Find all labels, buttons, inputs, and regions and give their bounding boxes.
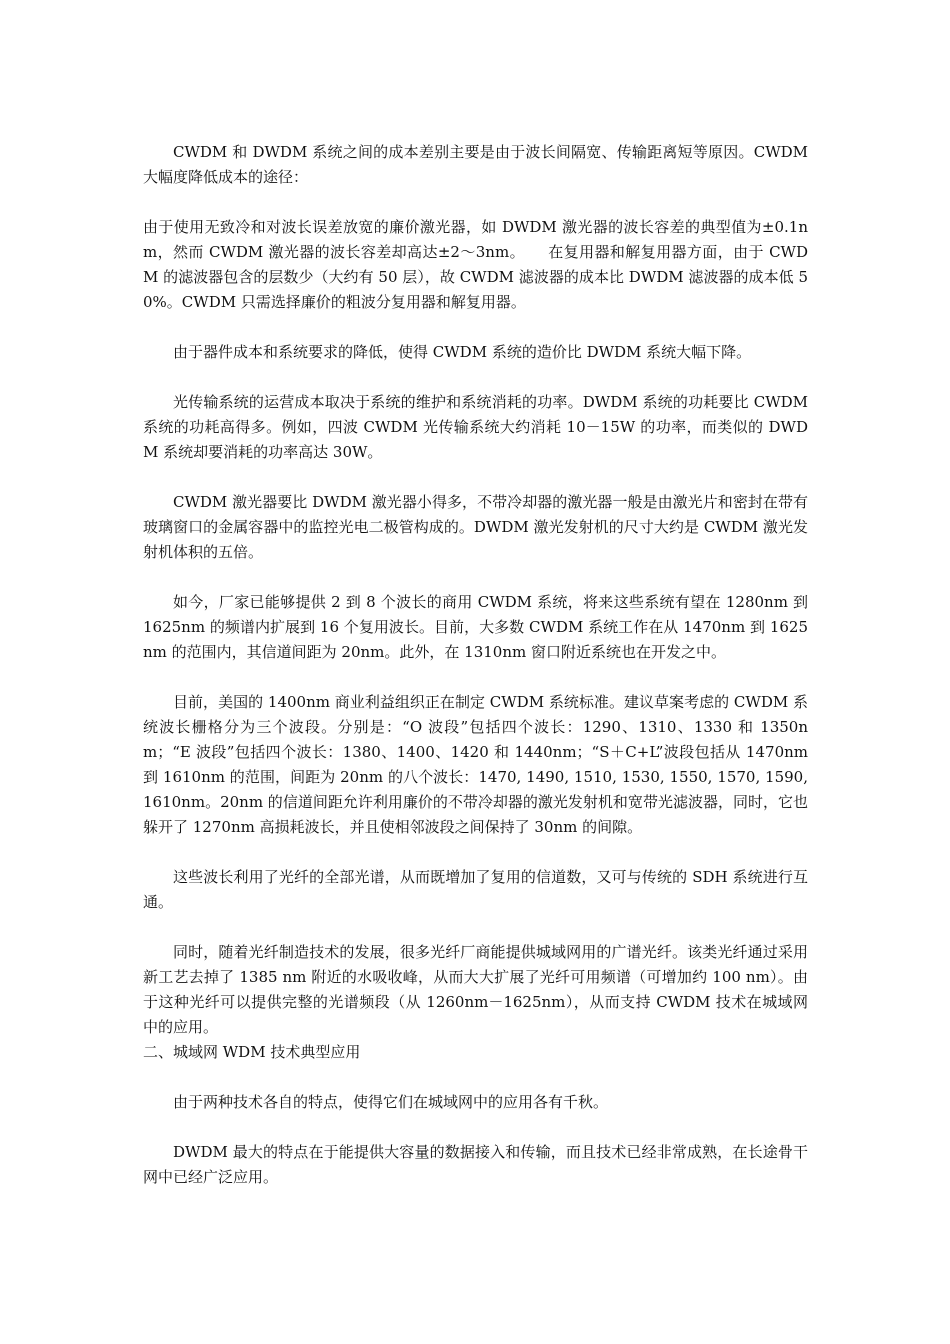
paragraph-laser-size: CWDM 激光器要比 DWDM 激光器小得多，不带冷却器的激光器一般是由激光片和密封在带有玻璃窗口的金属容器中的监控光电二极管构成的。DWDM 激光发射机的尺寸大约是 CWDM 激光发射机体积的五倍。: [143, 493, 808, 561]
paragraph-commercial-systems: 如今，厂家已能够提供 2 到 8 个波长的商用 CWDM 系统，将来这些系统有望在 1280nm 到 1625nm 的频谱内扩展到 16 个复用波长。目前，大多数 CWDM 系统工作在从 1470nm 到 1625nm 的范围内，其信道间距为 20nm。此外，在 1310nm 窗口附近系统也在开发之中。: [143, 593, 808, 661]
paragraph-applications: 由于两种技术各自的特点，使得它们在城域网中的应用各有千秋。: [173, 1093, 609, 1111]
paragraph-system-cost: 由于器件成本和系统要求的降低，使得 CWDM 系统的造价比 DWDM 系统大幅下降。: [173, 343, 752, 361]
document-page: [143, 140, 808, 1190]
paragraph-dwdm-feature: DWDM 最大的特点在于能提供大容量的数据接入和传输，而且技术已经非常成熟，在长途骨干网中已经广泛应用。: [143, 1143, 808, 1186]
section-heading: 二、城域网 WDM 技术典型应用: [143, 1043, 361, 1061]
paragraph-operating-cost: 光传输系统的运营成本取决于系统的维护和系统消耗的功率。DWDM 系统的功耗要比 CWDM 系统的功耗高得多。例如，四波 CWDM 光传输系统大约消耗 10－15W 的功率，而类似的 DWDM 系统却要消耗的功率高达 30W。: [143, 393, 808, 461]
paragraph-standard-grid: 目前，美国的 1400nm 商业利益组织正在制定 CWDM 系统标准。建议草案考虑的 CWDM 系统波长栅格分为三个波段。分别是：“O 波段”包括四个波长：1290、1310、1330 和 1350nm；“E 波段”包括四个波长：1380、1400、1420 和 1440nm；“S＋C+L”波段包括从 1470nm 到 1610nm 的范围，间距为 20nm 的八个波长：1470, 1490, 1510, 1530, 1550, 1570, 1590, 1610nm。20nm 的信道间距允许利用廉价的不带冷却器的激光发射机和宽带光滤波器，同时，它也躲开了 1270nm 高损耗波长，并且使相邻波段之间保持了 30nm 的间隙。: [143, 693, 808, 836]
paragraph-fiber-technology: 同时，随着光纤制造技术的发展，很多光纤厂商能提供城域网用的广谱光纤。该类光纤通过采用新工艺去掉了 1385 nm 附近的水吸收峰，从而大大扩展了光纤可用频谱（可增加约 100 nm）。由于这种光纤可以提供完整的光谱频段（从 1260nm－1625nm），从而支持 CWDM 技术在城域网中的应用。: [143, 943, 808, 1036]
paragraph-cost-difference: CWDM 和 DWDM 系统之间的成本差别主要是由于波长间隔宽、传输距离短等原因。CWDM 大幅度降低成本的途径：: [143, 143, 808, 186]
paragraph-lasers-filters: 由于使用无致冷和对波长误差放宽的廉价激光器，如 DWDM 激光器的波长容差的典型值为±0.1nm，然而 CWDM 激光器的波长容差却高达±2～3nm。 在复用器和解复用器方面，由于 CWDM 的滤波器包含的层数少（大约有 50 层），故 CWDM 滤波器的成本比 DWDM 滤波器的成本低 50%。CWDM 只需选择廉价的粗波分复用器和解复用器。: [143, 218, 808, 311]
paragraph-full-spectrum: 这些波长利用了光纤的全部光谱，从而既增加了复用的信道数，又可与传统的 SDH 系统进行互通。: [143, 868, 808, 911]
